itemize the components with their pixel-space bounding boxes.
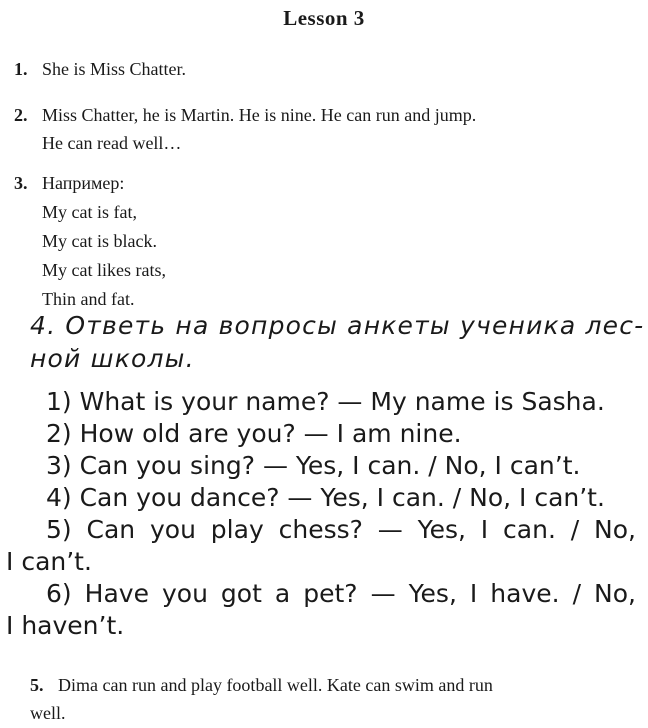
answer-item-3 <box>14 169 634 314</box>
task-4-answers <box>6 386 636 642</box>
item-text-line-2: He can read well… <box>42 133 182 153</box>
answer-line: 6) Have you got a pet? — Yes, I have. / No, <box>46 579 636 608</box>
poem-line: My cat is black. <box>42 231 157 251</box>
item-text-line-1: Dima can run and play football well. Kate can swim and run <box>58 675 493 695</box>
answer-line-continuation: I haven’t. <box>6 611 125 640</box>
poem-line: Thin and fat. <box>42 289 135 309</box>
answer-line: 4) Can you dance? — Yes, I can. / No, I can’t. <box>46 483 605 512</box>
answer-item-1 <box>14 59 634 80</box>
task-4-heading-line-2: ной школы. <box>30 344 195 373</box>
task-4-heading <box>30 309 645 375</box>
answer-item-5 <box>30 671 630 727</box>
answer-line-continuation: I can’t. <box>6 547 92 576</box>
answer-item-2 <box>14 101 634 157</box>
item-text-line-1: Miss Chatter, he is Martin. He is nine. He can run and jump. <box>42 105 477 125</box>
poem-line: My cat likes rats, <box>42 260 166 280</box>
answer-line: 1) What is your name? — My name is Sasha. <box>46 387 605 416</box>
task-4-heading-line-1: 4. Ответь на вопросы анкеты ученика лес- <box>30 311 645 340</box>
answer-line: 5) Can you play chess? — Yes, I can. / No, <box>46 515 636 544</box>
item-number: 3. <box>14 173 28 193</box>
poem-line: My cat is fat, <box>42 202 137 222</box>
item-intro: Например: <box>42 173 125 193</box>
answer-line: 3) Can you sing? — Yes, I can. / No, I can’t. <box>46 451 581 480</box>
item-text-line-2: well. <box>30 703 66 723</box>
page-title: Lesson 3 <box>283 6 365 30</box>
item-number: 5. <box>30 675 44 695</box>
answer-line: 2) How old are you? — I am nine. <box>46 419 462 448</box>
item-number: 2. <box>14 105 28 125</box>
item-text: She is Miss Chatter. <box>42 59 187 79</box>
item-number: 1. <box>14 59 28 79</box>
